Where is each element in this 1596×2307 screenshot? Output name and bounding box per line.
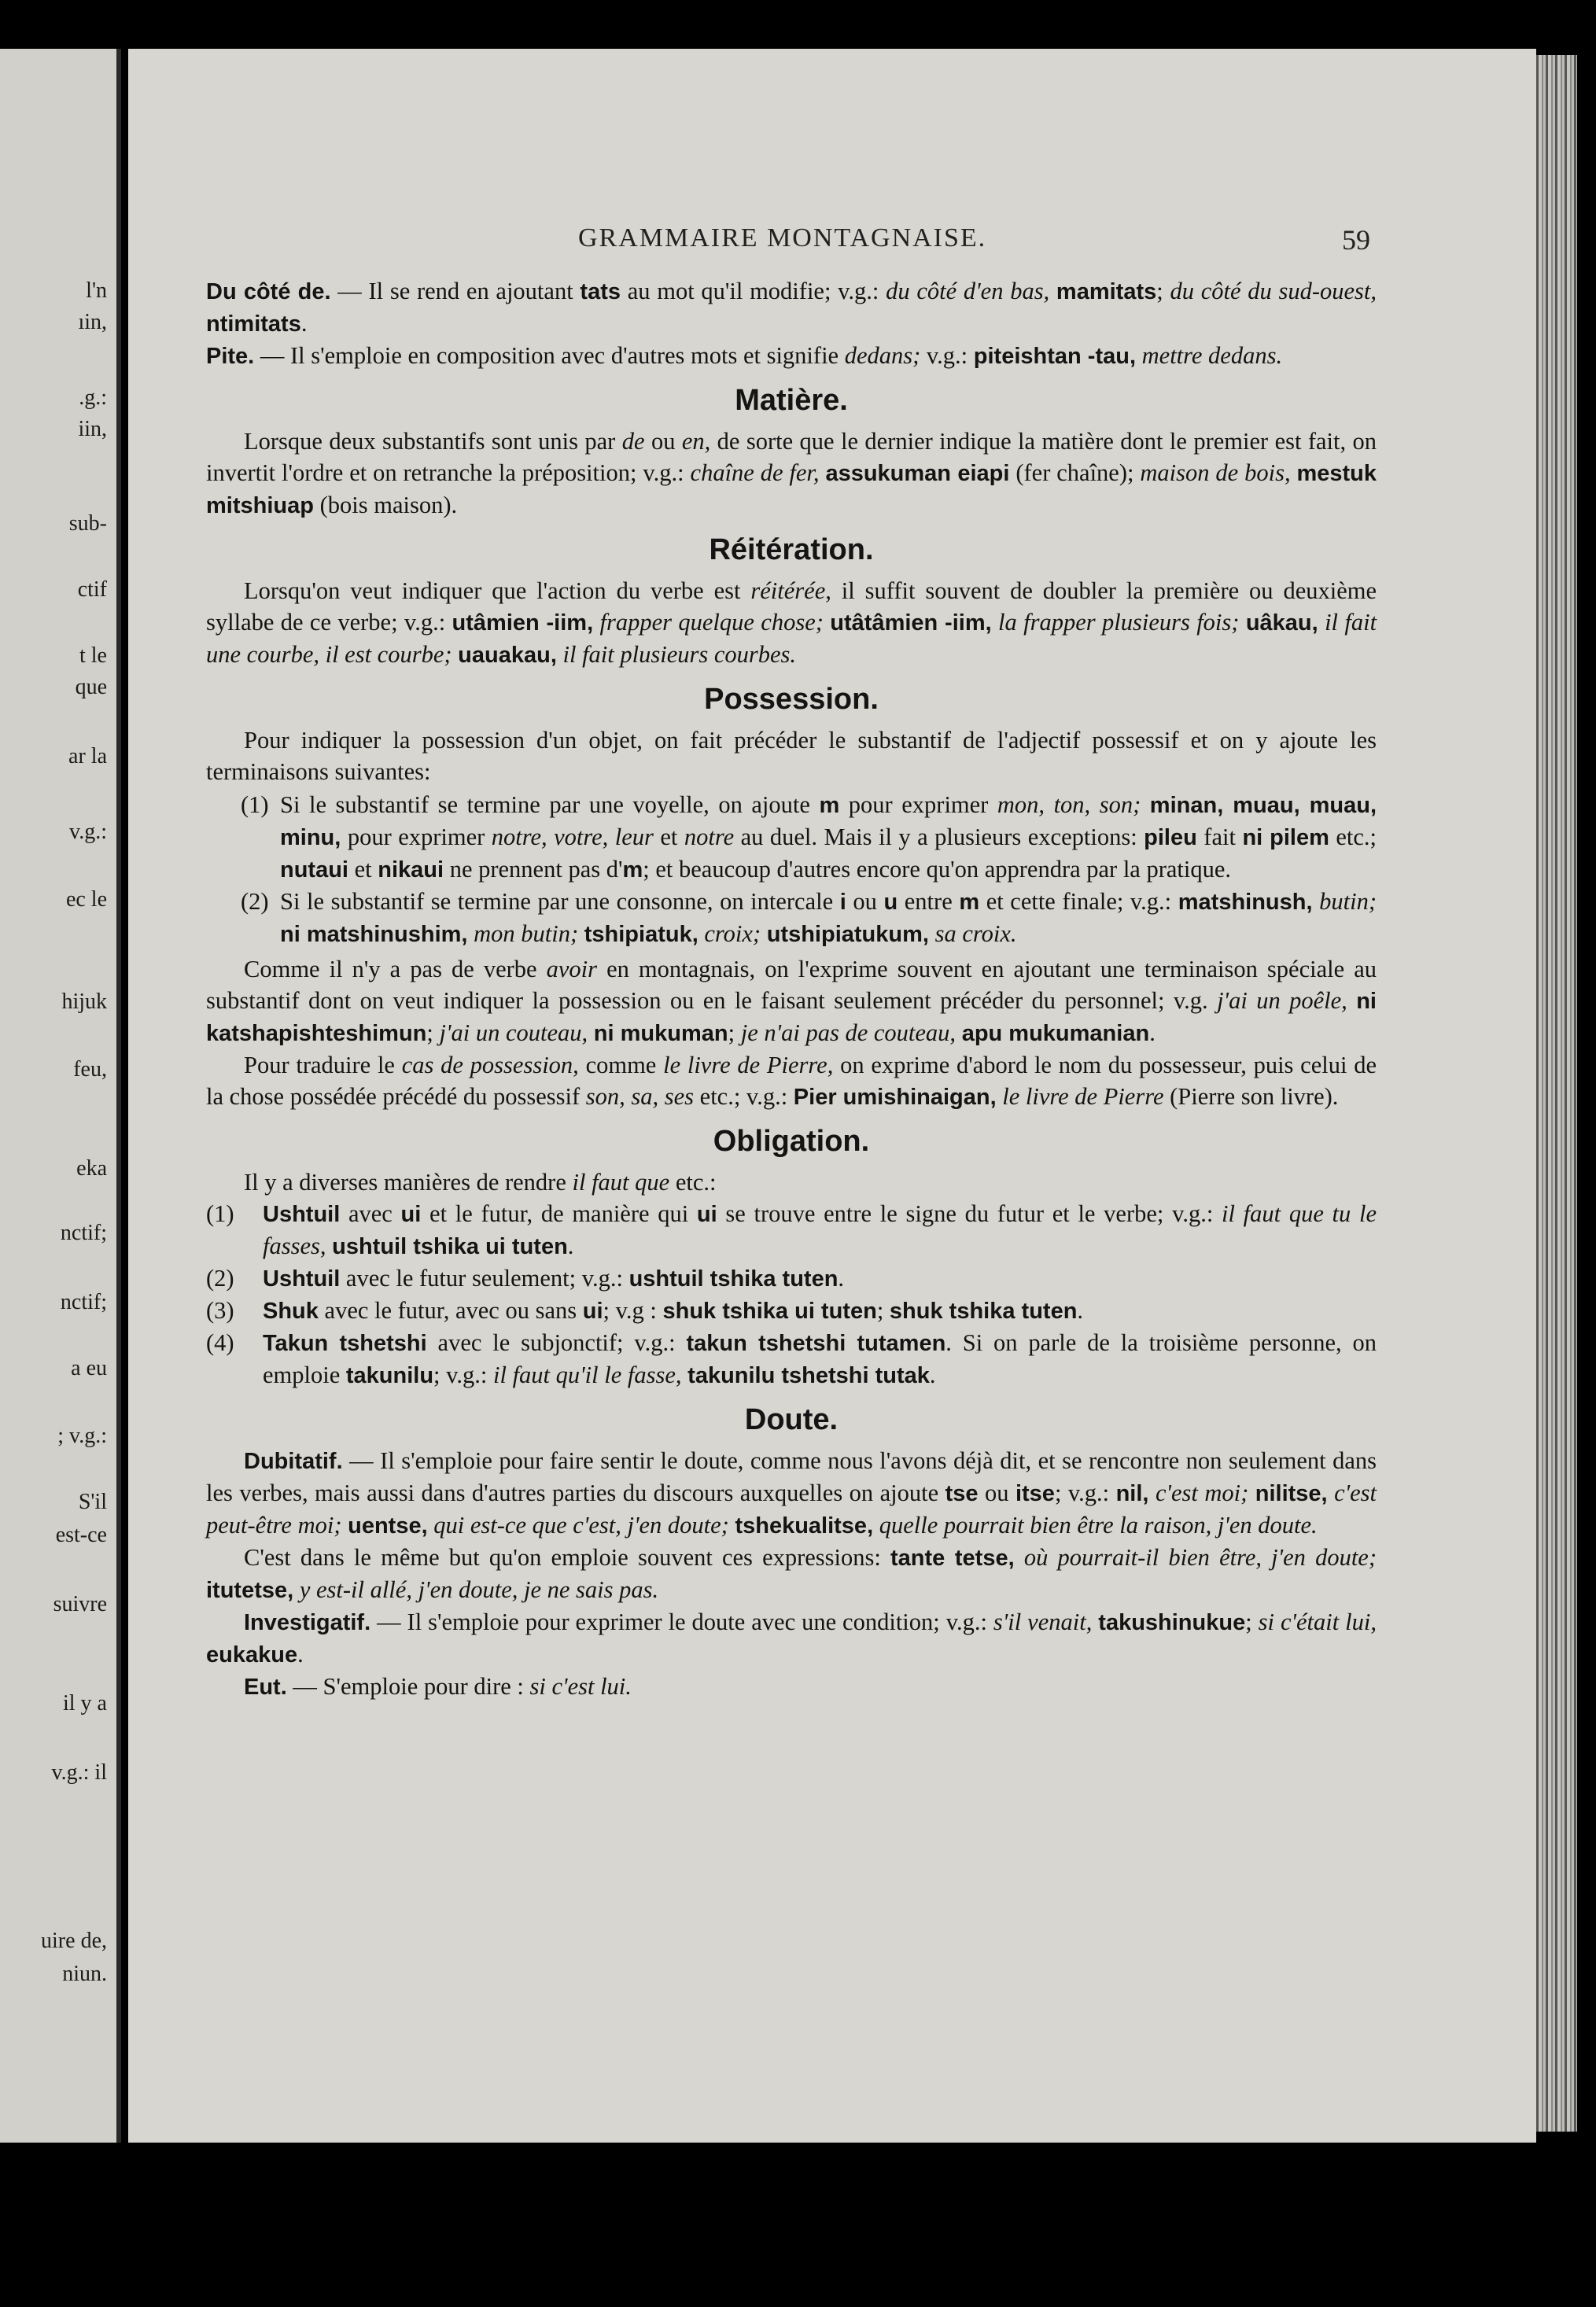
- emphasis: mon butin;: [474, 920, 579, 947]
- keyword: ushtuil tshika tuten: [628, 1266, 839, 1292]
- text: [593, 609, 599, 636]
- keyword: itse: [1015, 1481, 1055, 1506]
- left-fragment: feu,: [73, 1057, 107, 1082]
- emphasis: du côté d'en bas,: [886, 278, 1050, 304]
- text: au duel. Mais il y a plusieurs exceptions:: [734, 824, 1144, 850]
- left-fragment: il y a: [63, 1691, 107, 1716]
- emphasis: c'est moi;: [1155, 1480, 1249, 1506]
- text: ;: [1245, 1609, 1259, 1635]
- left-fragment: eka: [76, 1156, 107, 1181]
- emphasis: j'ai un couteau,: [439, 1019, 588, 1046]
- text: etc.;: [1329, 824, 1377, 850]
- keyword: matshinush,: [1178, 890, 1313, 915]
- text: etc.:: [669, 1169, 717, 1196]
- left-fragment: suivre: [53, 1592, 107, 1616]
- emphasis: il faut qu'il le fasse,: [493, 1362, 682, 1388]
- emphasis: réitérée,: [750, 577, 831, 604]
- left-fragment: v.g.: il: [51, 1760, 107, 1785]
- emphasis: cas de possession,: [401, 1052, 579, 1078]
- keyword: i: [839, 890, 846, 915]
- keyword: nil,: [1115, 1481, 1149, 1506]
- item-number: (1): [241, 791, 269, 818]
- page-body: [206, 275, 1377, 1703]
- keyword: Ushtuil: [263, 1202, 341, 1227]
- text: [929, 920, 935, 947]
- emphasis: butin;: [1319, 888, 1377, 915]
- keyword: utâmien -iim,: [452, 610, 594, 636]
- text: etc.; v.g.:: [694, 1083, 794, 1110]
- emphasis: c'est peut-être moi;: [206, 1480, 1377, 1539]
- text: [467, 920, 474, 947]
- emphasis: il fait une courbe, il est courbe;: [206, 609, 1377, 668]
- text: ;: [876, 1297, 890, 1324]
- emphasis: notre: [684, 824, 735, 850]
- text: — Il s'emploie en composition avec d'autres mots et signifie: [254, 342, 845, 369]
- text: fait: [1196, 824, 1243, 850]
- emphasis: frapper quelque chose;: [599, 609, 824, 636]
- left-fragment: ıin,: [78, 310, 107, 334]
- emphasis: dedans;: [844, 342, 921, 369]
- text: avec le subjonctif; v.g.:: [426, 1329, 687, 1356]
- text: — Il se rend en ajoutant: [330, 278, 581, 304]
- keyword: ui: [400, 1202, 422, 1227]
- left-fragment: t le: [79, 643, 107, 668]
- keyword: nutaui: [280, 857, 348, 883]
- text: [1049, 278, 1056, 304]
- text: entre: [898, 888, 960, 915]
- text: on exprime d'abord le nom du possesseur, puis celui de la chose possédée précédé du possessif: [206, 1052, 1377, 1110]
- page-edge: [1536, 55, 1577, 2132]
- text: [761, 920, 767, 947]
- list-item: [206, 1327, 1377, 1391]
- text: [326, 1233, 333, 1259]
- left-fragment: ar la: [68, 744, 107, 768]
- heading-possession: Possession.: [704, 683, 879, 716]
- text: [1248, 1480, 1255, 1506]
- text: ;: [426, 1019, 440, 1046]
- keyword: tshipiatuk,: [584, 922, 698, 947]
- text: [956, 1019, 962, 1046]
- obligation-list: [206, 1198, 1377, 1391]
- text: et cette finale; v.g.:: [979, 888, 1178, 915]
- text: [682, 1362, 688, 1388]
- emphasis: il fait plusieurs courbes.: [562, 641, 797, 668]
- keyword: m: [819, 793, 840, 818]
- text: .: [1077, 1297, 1084, 1324]
- keyword: minan, muau, muau, minu,: [280, 793, 1377, 850]
- text: [293, 1576, 300, 1603]
- keyword: uâkau,: [1245, 610, 1318, 636]
- text: [1318, 609, 1325, 636]
- item-number: (4): [206, 1329, 234, 1356]
- text: avec le futur seulement; v.g.:: [340, 1265, 629, 1292]
- possession-paragraph-3: [206, 1049, 1377, 1113]
- emphasis: le livre de Pierre: [1002, 1083, 1164, 1110]
- heading-reiteration: Réitération.: [709, 533, 874, 566]
- emphasis: du côté du sud-ouest,: [1170, 278, 1377, 304]
- text: (fer chaîne);: [1009, 459, 1141, 486]
- possession-paragraph-2: [206, 953, 1377, 1049]
- emphasis: si c'est lui.: [529, 1673, 632, 1700]
- eut-paragraph: [206, 1671, 1377, 1703]
- text: pour exprimer: [839, 791, 997, 818]
- emphasis: j'ai un poêle,: [1217, 987, 1347, 1014]
- keyword: mestuk mitshiuap: [206, 461, 1377, 518]
- text: et le futur, de manière qui: [421, 1200, 697, 1227]
- text: .: [1149, 1019, 1156, 1046]
- text: .: [929, 1362, 936, 1388]
- left-fragment: nctif;: [60, 1290, 107, 1314]
- text: Si le substantif se termine par une voyelle, on ajoute: [280, 791, 820, 818]
- left-fragment: ctif: [77, 577, 107, 602]
- text: ;: [728, 1019, 741, 1046]
- keyword: tshekualitse,: [735, 1513, 874, 1539]
- text: comme: [578, 1052, 664, 1078]
- text: [873, 1512, 879, 1539]
- text: .: [567, 1233, 574, 1259]
- text: Comme il n'y a pas de verbe: [244, 956, 547, 982]
- text: (bois maison).: [313, 492, 458, 518]
- keyword: ni katshapishteshimun: [206, 989, 1377, 1046]
- keyword: takunilu: [345, 1363, 434, 1388]
- emphasis: s'il venait,: [993, 1609, 1093, 1635]
- list-item: [206, 1198, 1377, 1262]
- emphasis: sa croix.: [934, 920, 1017, 947]
- pite-paragraph: [206, 340, 1377, 372]
- dubitatif-paragraph: [206, 1445, 1377, 1542]
- obligation-intro: [206, 1166, 1377, 1198]
- text: Il y a diverses manières de rendre: [244, 1169, 573, 1196]
- text: [1313, 888, 1320, 915]
- keyword: uentse,: [348, 1513, 428, 1539]
- item-number: (1): [206, 1200, 234, 1227]
- keyword: mamitats: [1056, 279, 1157, 304]
- possession-list: [241, 789, 1377, 950]
- emphasis: chaîne de fer,: [690, 459, 820, 486]
- keyword: ni mukuman: [593, 1021, 728, 1046]
- expressions-paragraph: [206, 1542, 1377, 1606]
- item-number: (3): [206, 1297, 234, 1324]
- term: Pite.: [206, 344, 255, 369]
- left-fragment: uire de,: [41, 1929, 107, 1953]
- text: [578, 920, 584, 947]
- left-fragment: a eu: [71, 1356, 107, 1380]
- keyword: ni matshinushim,: [280, 922, 468, 947]
- emphasis: quelle pourrait bien être la raison, j'en doute.: [879, 1512, 1318, 1539]
- keyword: apu mukumanian: [961, 1021, 1150, 1046]
- keyword: ni pilem: [1242, 825, 1329, 850]
- left-fragment: l'n: [86, 278, 107, 303]
- text: au mot qu'il modifie; v.g.:: [620, 278, 886, 304]
- text: ; v.g.:: [433, 1362, 494, 1388]
- text: ;: [1156, 278, 1170, 304]
- emphasis: il faut que tu le fasses,: [263, 1200, 1377, 1259]
- keyword: ushtuil tshika ui tuten: [332, 1234, 568, 1259]
- page-number: 59: [1342, 224, 1370, 256]
- left-fragment: .g.:: [79, 385, 107, 410]
- emphasis: il faut que: [572, 1169, 670, 1196]
- keyword: Takun tshetshi: [263, 1331, 427, 1356]
- text: il suffit souvent de doubler la première ou deuxième syllabe de ce verbe; v.g.:: [206, 577, 1377, 636]
- list-item: [241, 886, 1377, 950]
- text: ne prennent pas d': [444, 856, 623, 883]
- keyword: uauakau,: [458, 643, 557, 668]
- text: se trouve entre le signe du futur et le verbe; v.g.:: [717, 1200, 1222, 1227]
- left-fragment: ; v.g.:: [57, 1424, 107, 1448]
- left-fragment: que: [75, 675, 107, 699]
- text: [1141, 791, 1150, 818]
- text: [342, 1512, 348, 1539]
- text: Si le substantif se termine par une consonne, on intercale: [280, 888, 840, 915]
- text: pour exprimer: [341, 824, 492, 850]
- emphasis: où pourrait-il bien être, j'en doute;: [1023, 1544, 1377, 1571]
- heading-doute: Doute.: [744, 1403, 839, 1436]
- term: Investigatif.: [244, 1610, 371, 1635]
- text: .: [297, 1641, 304, 1668]
- text: ou: [846, 888, 884, 915]
- keyword: piteishtan -tau,: [973, 344, 1137, 369]
- text: v.g.:: [920, 342, 974, 369]
- reiteration-paragraph: [206, 575, 1377, 671]
- emphasis: je n'ai pas de couteau,: [740, 1019, 956, 1046]
- text: en montagnais, on l'exprime souvent en ajoutant une terminaison spéciale au substantif dont on veut indiquer la possession ou en le faisant seulement précéder du personnel; v.g.: [206, 956, 1377, 1014]
- keyword: nikaui: [378, 857, 444, 883]
- keyword: nilitse,: [1255, 1481, 1328, 1506]
- emphasis: de: [621, 428, 645, 455]
- emphasis: y est-il allé, j'en doute, je ne sais pas.: [299, 1576, 659, 1603]
- du-cote-paragraph: [206, 275, 1377, 340]
- text: ; v.g.:: [1054, 1480, 1116, 1506]
- text: . Si on parle de la troisième personne, on emploie: [263, 1329, 1377, 1388]
- keyword: ntimitats: [206, 311, 301, 337]
- keyword: itutetse,: [206, 1578, 294, 1603]
- text: ; v.g :: [603, 1297, 663, 1324]
- keyword: utshipiatukum,: [766, 922, 929, 947]
- keyword: tats: [580, 279, 621, 304]
- text: [588, 1019, 594, 1046]
- emphasis: si c'était lui,: [1258, 1609, 1377, 1635]
- text: avec le futur, avec ou sans: [318, 1297, 583, 1324]
- keyword: tante tetse,: [890, 1546, 1015, 1571]
- keyword: Ushtuil: [263, 1266, 341, 1292]
- left-fragment: sub-: [68, 511, 107, 536]
- keyword: Shuk: [263, 1299, 319, 1324]
- possession-intro: Pour indiquer la possession d'un objet, on fait précéder le substantif de l'adjectif possessif et on y ajoute les terminaisons suivantes:: [206, 727, 1377, 785]
- text: — Il s'emploie pour exprimer le doute avec une condition; v.g.:: [370, 1609, 993, 1635]
- left-fragment: ec le: [65, 887, 107, 912]
- keyword: m: [622, 857, 643, 883]
- keyword: assukuman eiapi: [825, 461, 1010, 486]
- investigatif-paragraph: [206, 1606, 1377, 1671]
- heading-obligation: Obligation.: [713, 1125, 870, 1158]
- emphasis: notre, votre, leur: [491, 824, 654, 850]
- text: Lorsque deux substantifs sont unis par: [244, 428, 622, 455]
- text: .: [300, 310, 308, 337]
- text: [992, 609, 998, 636]
- left-fragment: est-ce: [55, 1523, 107, 1547]
- list-item: [206, 1295, 1377, 1327]
- emphasis: mon, ton, son;: [997, 791, 1141, 818]
- text: .: [838, 1265, 845, 1292]
- text: [1148, 1480, 1155, 1506]
- keyword: tse: [945, 1481, 979, 1506]
- keyword: ui: [696, 1202, 717, 1227]
- keyword: ui: [582, 1299, 603, 1324]
- text: [1328, 1480, 1334, 1506]
- running-header: GRAMMAIRE MONTAGNAISE.: [578, 223, 987, 252]
- heading-matiere: Matière.: [735, 384, 848, 417]
- item-number: (2): [241, 888, 269, 915]
- text: [557, 641, 563, 668]
- keyword: takunilu tshetshi tutak: [687, 1363, 930, 1388]
- keyword: eukakue: [206, 1642, 298, 1668]
- text: Lorsqu'on veut indiquer que l'action du verbe est: [244, 577, 751, 604]
- text: de sorte que le dernier indique la matière dont le premier est fait, on invertit l'ordre et on retranche la préposition; v.g.:: [206, 428, 1377, 486]
- text: — Il s'emploie pour faire sentir le doute, comme nous l'avons déjà dit, et se rencontre non seulement dans les verbes, mais aussi dans d'autres parties du discours auxquelles on ajoute: [206, 1447, 1377, 1506]
- emphasis: la frapper plusieurs fois;: [998, 609, 1240, 636]
- emphasis: maison de bois,: [1140, 459, 1291, 486]
- emphasis: qui est-ce que c'est, j'en doute;: [433, 1512, 729, 1539]
- left-fragment: niun.: [62, 1962, 107, 1986]
- keyword: pileu: [1144, 825, 1197, 850]
- term: Du côté de.: [206, 279, 331, 304]
- left-page-fragment: [0, 49, 121, 2143]
- matiere-paragraph: [206, 426, 1377, 521]
- keyword: takushinukue: [1098, 1610, 1246, 1635]
- text: et: [653, 824, 684, 850]
- text: et: [348, 856, 378, 883]
- left-fragment: iin,: [78, 417, 107, 441]
- list-item: [241, 789, 1377, 886]
- left-fragment: v.g.:: [69, 820, 107, 844]
- text: [1015, 1544, 1024, 1571]
- text: (Pierre son livre).: [1163, 1083, 1339, 1110]
- emphasis: mettre dedans.: [1141, 342, 1283, 369]
- keyword: takun tshetshi tutamen: [686, 1331, 946, 1356]
- left-fragment: nctif;: [60, 1221, 107, 1245]
- list-item: [206, 1262, 1377, 1295]
- left-fragment: S'il: [78, 1490, 107, 1514]
- keyword: shuk tshika ui tuten: [662, 1299, 877, 1324]
- term: Dubitatif.: [244, 1449, 343, 1474]
- emphasis: en,: [681, 428, 711, 455]
- text: [1239, 609, 1245, 636]
- text: ou: [978, 1480, 1015, 1506]
- emphasis: le livre de Pierre,: [663, 1052, 834, 1078]
- item-number: (2): [206, 1265, 234, 1292]
- text: [1347, 987, 1356, 1014]
- text: C'est dans le même but qu'on emploie souvent ces expressions:: [244, 1544, 891, 1571]
- text: ; et beaucoup d'autres encore qu'on apprendra par la pratique.: [643, 856, 1232, 883]
- emphasis: son, sa, ses: [585, 1083, 695, 1110]
- keyword: u: [883, 890, 898, 915]
- text: avec: [340, 1200, 401, 1227]
- text: [1136, 342, 1142, 369]
- text: Pour traduire le: [244, 1052, 402, 1078]
- term: Eut.: [244, 1675, 287, 1700]
- keyword: shuk tshika tuten: [889, 1299, 1078, 1324]
- text: ou: [644, 428, 682, 455]
- keyword: m: [959, 890, 980, 915]
- emphasis: avoir: [546, 956, 598, 982]
- emphasis: croix;: [704, 920, 761, 947]
- keyword: Pier umishinaigan,: [793, 1085, 997, 1110]
- keyword: utâtâmien -iim,: [830, 610, 992, 636]
- left-fragment: hijuk: [61, 990, 107, 1014]
- text: — S'emploie pour dire :: [286, 1673, 530, 1700]
